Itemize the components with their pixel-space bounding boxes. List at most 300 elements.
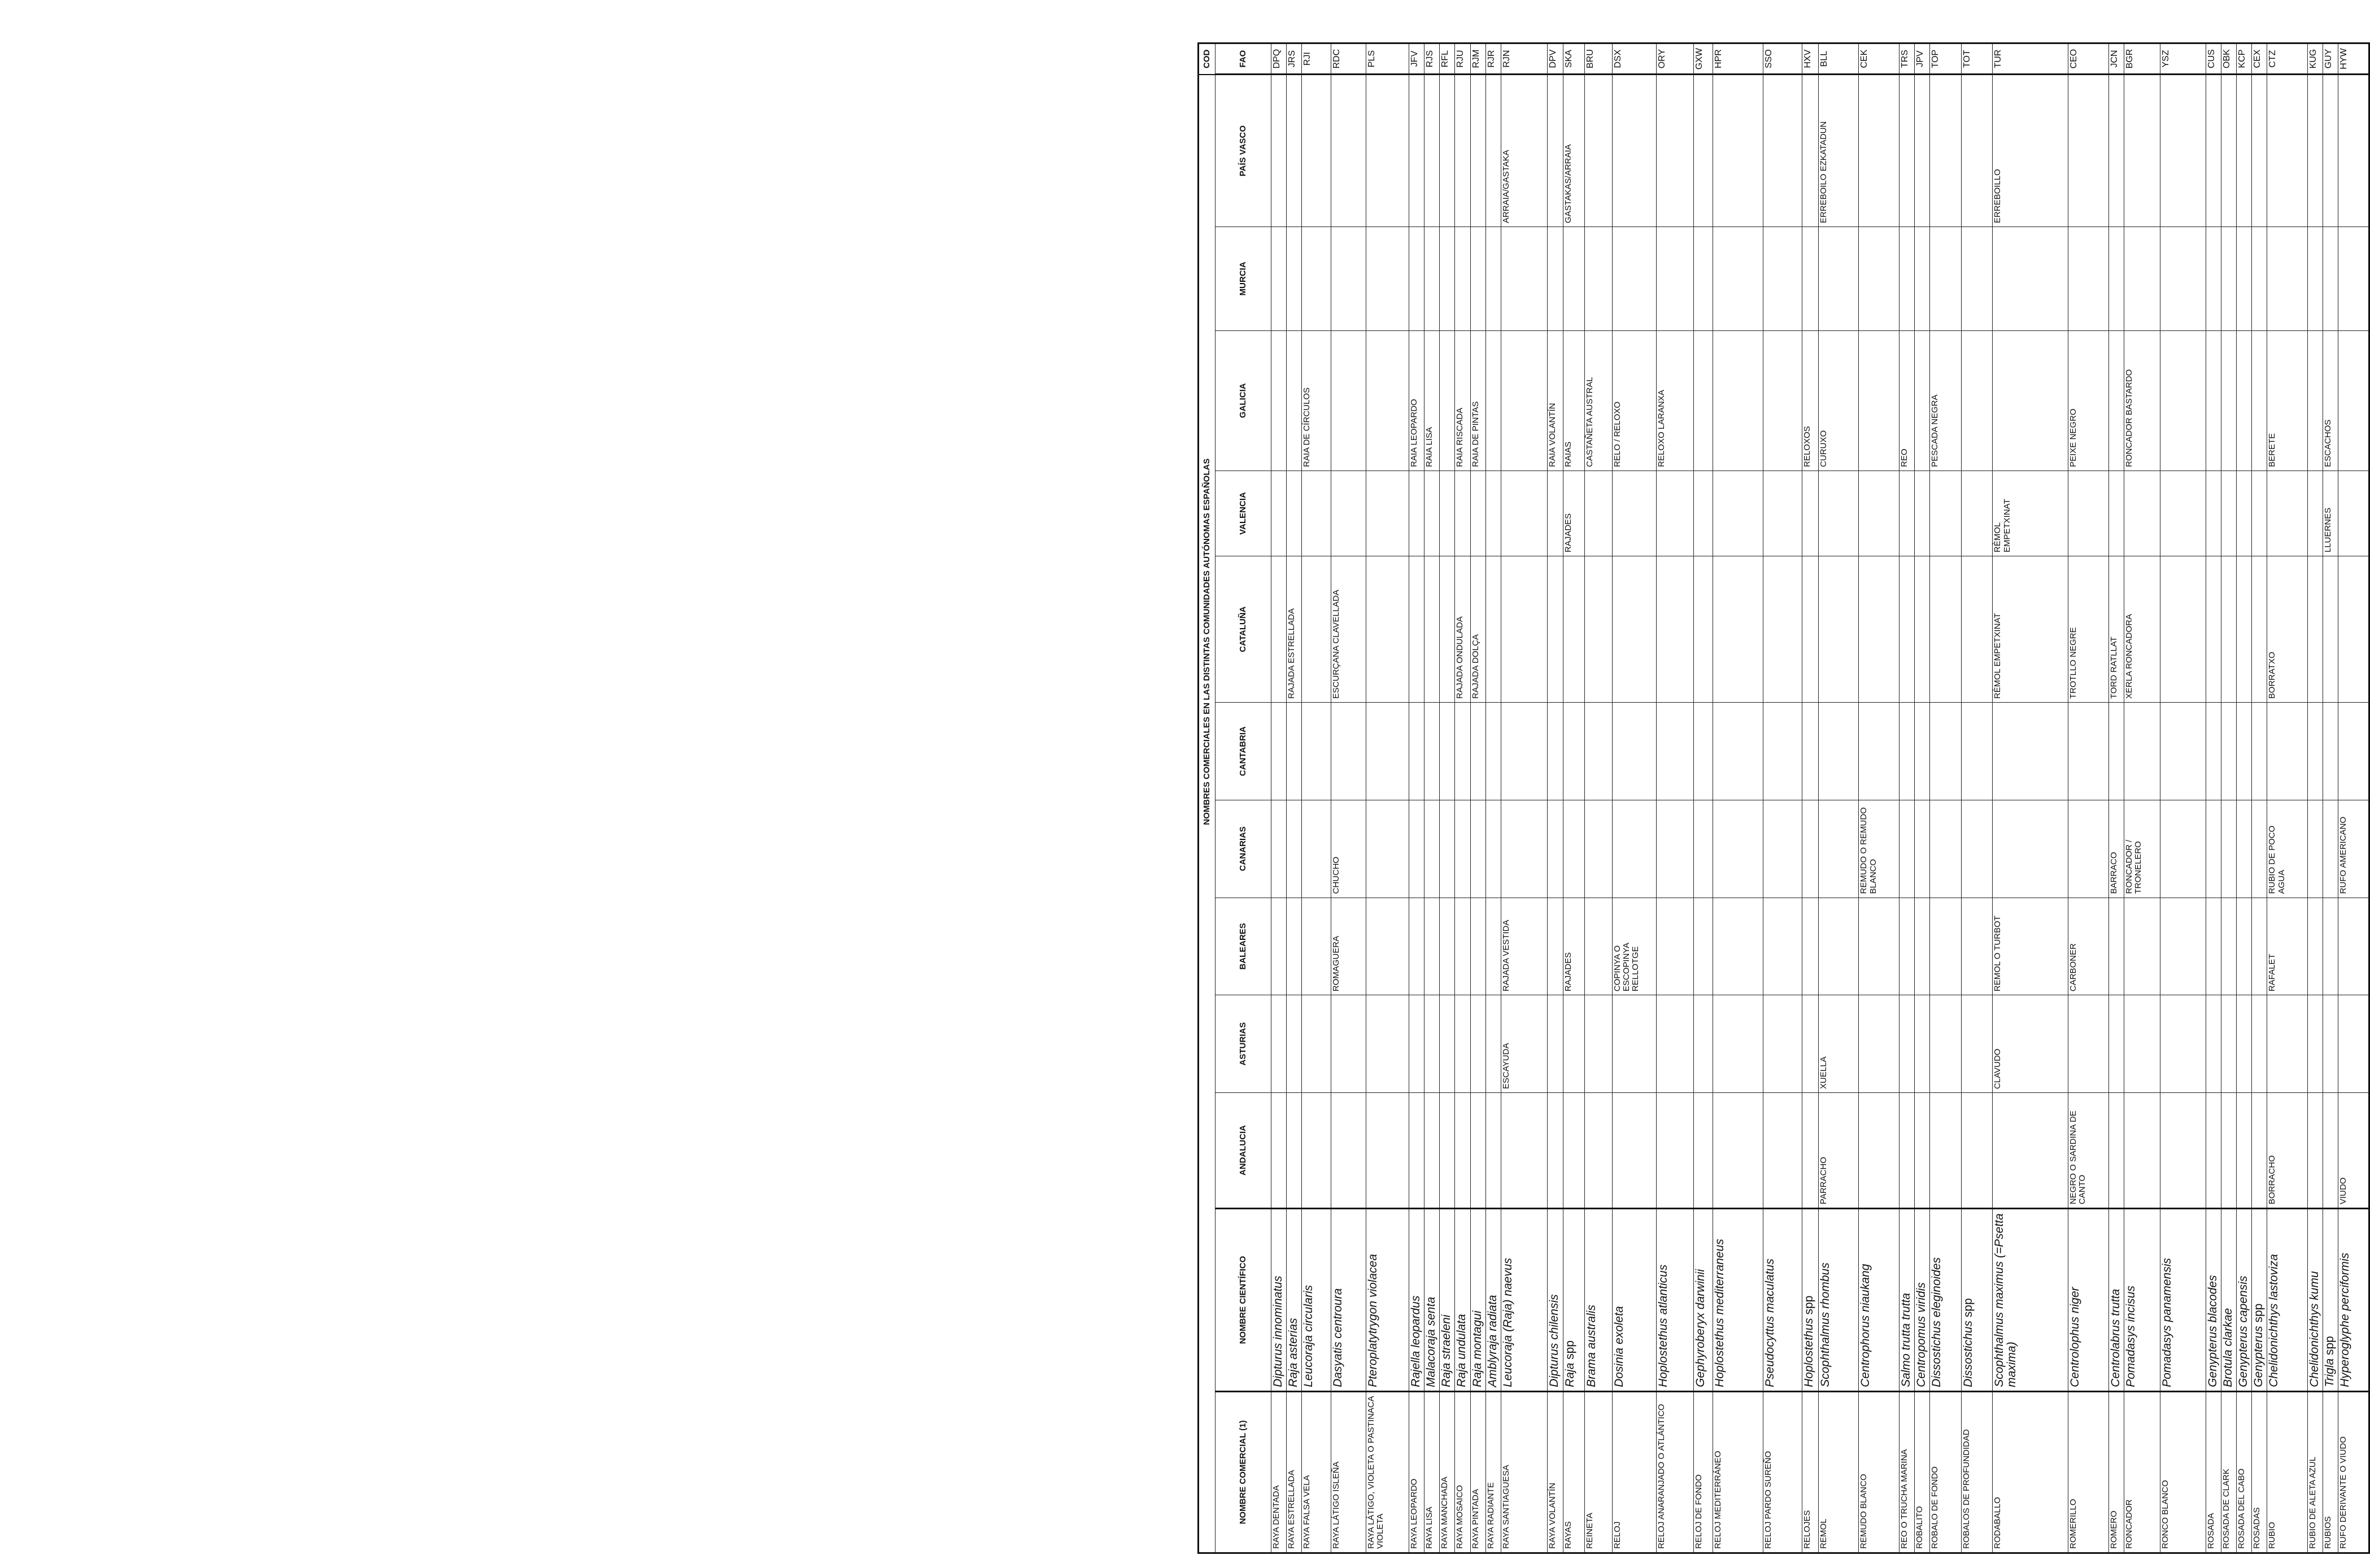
cell-fao-code: HYW: [2338, 43, 2369, 75]
header-row: [1216, 43, 1271, 1553]
scientific-name-text: Pomadasys incisus: [2124, 1286, 2137, 1387]
cell-valencia: [1713, 471, 1763, 556]
cell-baleares: [2160, 898, 2206, 995]
scientific-name-text: Brama australis: [1584, 1305, 1598, 1387]
cell-cantabria: [2307, 703, 2323, 800]
cell-cantabria: [2267, 703, 2307, 800]
cell-galicia: RONCADOR BASTARDO: [2124, 330, 2160, 471]
cell-pais-vasco: GASTAKAS/ARRAIA: [1563, 75, 1584, 227]
cell-canarias: [2307, 800, 2323, 898]
cell-cataluna: RAJADA ESTRELLADA: [1287, 556, 1302, 703]
cell-baleares: [1859, 898, 1899, 995]
cell-cantabria: [1485, 703, 1501, 800]
cell-asturias: [2160, 995, 2206, 1093]
cell-cataluna: XERLA RONCADORA: [2124, 556, 2160, 703]
cell-common-name: RELOJ DE FONDO: [1694, 1391, 1713, 1553]
cell-cantabria: [1713, 703, 1763, 800]
cell-galicia: [2206, 330, 2221, 471]
cell-fao-code: JFV: [1409, 43, 1424, 75]
spp-suffix: spp: [1563, 1340, 1576, 1360]
cell-fao-code: JPV: [1914, 43, 1929, 75]
cell-cataluna: [1501, 556, 1547, 703]
cell-murcia: [1694, 227, 1713, 331]
cell-scientific-name: [2160, 1209, 2206, 1392]
scientific-name-text: Amblyraja radiata: [1485, 1295, 1499, 1387]
cell-galicia: [1713, 330, 1763, 471]
cell-cantabria: [2338, 703, 2369, 800]
cell-cataluna: [2338, 556, 2369, 703]
cell-baleares: [1656, 898, 1694, 995]
cell-common-name: REINETA: [1584, 1391, 1612, 1553]
cell-common-name: RELOJES: [1802, 1391, 1819, 1553]
cell-baleares: [2252, 898, 2267, 995]
cell-canarias: BARRACO: [2108, 800, 2124, 898]
cell-asturias: [1961, 995, 1993, 1093]
cell-valencia: RAJADES: [1563, 471, 1584, 556]
scientific-name-text: Gephyroberyx darwinii: [1694, 1269, 1707, 1387]
cell-cataluna: TORD RATLLAT: [2108, 556, 2124, 703]
cell-cantabria: [1366, 703, 1409, 800]
cell-common-name: ROSADA DE CLARK: [2221, 1391, 2236, 1553]
cell-baleares: [1302, 898, 1331, 995]
cell-galicia: [1501, 330, 1547, 471]
cell-cataluna: [1485, 556, 1501, 703]
cell-cataluna: TROTLLO NEGRE: [2068, 556, 2108, 703]
cell-cataluna: [1713, 556, 1763, 703]
cell-baleares: [1455, 898, 1470, 995]
cell-cantabria: [1656, 703, 1694, 800]
cell-asturias: [1584, 995, 1612, 1093]
cell-valencia: [1584, 471, 1612, 556]
cell-canarias: [2236, 800, 2251, 898]
cell-scientific-name: [1548, 1209, 1563, 1392]
scientific-name-text: Hoplostethus: [1802, 1318, 1816, 1387]
cell-murcia: [1366, 227, 1409, 331]
cell-asturias: [2307, 995, 2323, 1093]
cell-murcia: [1455, 227, 1470, 331]
cell-valencia: [1656, 471, 1694, 556]
cell-baleares: [1961, 898, 1993, 995]
cell-galicia: [2236, 330, 2251, 471]
cell-cantabria: [1501, 703, 1547, 800]
cell-fao-code: BGR: [2124, 43, 2160, 75]
table-row: [1440, 43, 1455, 1553]
scientific-name-text: Scophthalmus rhombus: [1819, 1262, 1832, 1387]
cell-cataluna: [1440, 556, 1455, 703]
cell-cantabria: [1455, 703, 1470, 800]
cell-pais-vasco: [1612, 75, 1656, 227]
scientific-name-text: Dosinia exoleta: [1612, 1306, 1626, 1387]
cell-scientific-name: [1802, 1209, 1819, 1392]
cell-asturias: [2338, 995, 2369, 1093]
cell-canarias: [1763, 800, 1802, 898]
scientific-name-text: Raja: [1563, 1362, 1576, 1387]
cell-pais-vasco: [1713, 75, 1763, 227]
table-row: [1470, 43, 1485, 1553]
cell-fao-code: RJU: [1455, 43, 1470, 75]
cell-canarias: [1914, 800, 1929, 898]
cell-murcia: [1802, 227, 1819, 331]
cell-fao-code: RJN: [1501, 43, 1547, 75]
cell-galicia: [1287, 330, 1302, 471]
header-galicia: GALICIA: [1216, 330, 1271, 471]
cell-cataluna: [1899, 556, 1914, 703]
cell-murcia: [1656, 227, 1694, 331]
cell-fao-code: HXV: [1802, 43, 1819, 75]
cell-fao-code: GXW: [1694, 43, 1713, 75]
cell-galicia: [1993, 330, 2068, 471]
table-body: [1271, 43, 2369, 1553]
table-row: [2108, 43, 2124, 1553]
cell-canarias: [2068, 800, 2108, 898]
table-row: [2206, 43, 2221, 1553]
cell-fao-code: YSZ: [2160, 43, 2206, 75]
cell-cataluna: [1548, 556, 1563, 703]
table-row: [2124, 43, 2160, 1553]
scientific-name-text: Scophthalmus maximus (=Psetta maxima): [1993, 1213, 2018, 1387]
header-common-name: NOMBRE COMERCIAL (1): [1216, 1391, 1271, 1553]
cell-murcia: [2206, 227, 2221, 331]
cell-murcia: [2307, 227, 2323, 331]
scientific-name-text: Pseudocyttus maculatus: [1763, 1258, 1776, 1387]
table-row: [1859, 43, 1899, 1553]
cell-fao-code: DPV: [1548, 43, 1563, 75]
cell-asturias: [1485, 995, 1501, 1093]
cell-pais-vasco: [2206, 75, 2221, 227]
cell-baleares: [1366, 898, 1409, 995]
cell-cantabria: [1819, 703, 1859, 800]
cell-valencia: [2206, 471, 2221, 556]
cell-valencia: [1612, 471, 1656, 556]
cell-valencia: [2221, 471, 2236, 556]
cell-asturias: [1366, 995, 1409, 1093]
cell-common-name: RUBIOS: [2323, 1391, 2338, 1553]
cell-common-name: RAYA MOSAICO: [1455, 1391, 1470, 1553]
cell-cantabria: [1331, 703, 1366, 800]
scientific-name-text: Hyperoglyphe perciformis: [2338, 1252, 2351, 1387]
cell-common-name: ROBALITO: [1914, 1391, 1929, 1553]
cell-galicia: PESCADA NEGRA: [1930, 330, 1962, 471]
cell-pais-vasco: [1409, 75, 1424, 227]
cell-common-name: ROMERILLO: [2068, 1391, 2108, 1553]
cell-fao-code: KCP: [2236, 43, 2251, 75]
cell-common-name: ROSADAS: [2252, 1391, 2267, 1553]
cell-murcia: [2108, 227, 2124, 331]
cell-galicia: [2160, 330, 2206, 471]
cell-andalucia: [1455, 1092, 1470, 1208]
cell-baleares: [2124, 898, 2160, 995]
cell-andalucia: [1287, 1092, 1302, 1208]
cell-asturias: CLAVUDO: [1993, 995, 2068, 1093]
table-row: [1612, 43, 1656, 1553]
cell-galicia: RAIAS: [1563, 330, 1584, 471]
scientific-name-text: Centrolophus niger: [2068, 1287, 2082, 1387]
cell-common-name: RAYA PINTADA: [1470, 1391, 1485, 1553]
cell-murcia: [1485, 227, 1501, 331]
cell-valencia: [1859, 471, 1899, 556]
cell-cataluna: [1961, 556, 1993, 703]
header-murcia: MURCIA: [1216, 227, 1271, 331]
cell-cataluna: [1819, 556, 1859, 703]
cell-andalucia: [2323, 1092, 2338, 1208]
cell-cantabria: [1470, 703, 1485, 800]
cell-murcia: [2124, 227, 2160, 331]
scientific-name-text: Malacoraja senta: [1424, 1297, 1438, 1387]
table-row: [1694, 43, 1713, 1553]
cell-scientific-name: [1501, 1209, 1547, 1392]
cell-valencia: [1287, 471, 1302, 556]
cell-common-name: ROBALO DE FONDO: [1930, 1391, 1962, 1553]
cell-cantabria: [1930, 703, 1962, 800]
cell-andalucia: [2236, 1092, 2251, 1208]
scientific-name-text: Raja montagui: [1470, 1310, 1484, 1387]
spp-suffix: spp: [1802, 1295, 1816, 1315]
cell-common-name: RAYAS: [1563, 1391, 1584, 1553]
cell-galicia: [1366, 330, 1409, 471]
scientific-name-text: Chelidonichthys kumu: [2307, 1271, 2321, 1387]
cell-galicia: [1859, 330, 1899, 471]
cell-baleares: [2221, 898, 2236, 995]
cell-common-name: RAYA FALSA VELA: [1302, 1391, 1331, 1553]
cell-valencia: [2160, 471, 2206, 556]
cell-cataluna: RAJADA ONDULADA: [1455, 556, 1470, 703]
cell-baleares: [1271, 898, 1287, 995]
cell-cataluna: [2252, 556, 2267, 703]
cell-cataluna: [1563, 556, 1584, 703]
header-andalucia: ANDALUCIA: [1216, 1092, 1271, 1208]
cell-galicia: [2108, 330, 2124, 471]
cell-cataluna: [2307, 556, 2323, 703]
cell-cataluna: [1584, 556, 1612, 703]
cell-scientific-name: [1271, 1209, 1287, 1392]
cell-common-name: RAYA SANTIAGUESA: [1501, 1391, 1547, 1553]
cell-cataluna: [1802, 556, 1819, 703]
cell-andalucia: [1802, 1092, 1819, 1208]
cell-canarias: [2221, 800, 2236, 898]
cell-canarias: [1366, 800, 1409, 898]
cell-scientific-name: [1331, 1209, 1366, 1392]
cell-common-name: RAYA LÁTIGO, VIOLETA O PASTINACA VIOLETA: [1366, 1391, 1409, 1553]
cell-murcia: [2236, 227, 2251, 331]
cell-cantabria: [1899, 703, 1914, 800]
cell-baleares: [1763, 898, 1802, 995]
cell-canarias: [1455, 800, 1470, 898]
cell-murcia: [1763, 227, 1802, 331]
cell-fao-code: OBK: [2221, 43, 2236, 75]
scientific-name-text: Trigla: [2323, 1358, 2336, 1387]
cell-common-name: RUFO DERIVANTE O VIUDO: [2338, 1391, 2369, 1553]
cell-murcia: [1612, 227, 1656, 331]
cell-galicia: RAIA VOLANTÍN: [1548, 330, 1563, 471]
table-row: [1287, 43, 1302, 1553]
scientific-name-text: Pteroplatytrygon violacea: [1366, 1254, 1380, 1387]
cell-murcia: [1961, 227, 1993, 331]
cell-asturias: [1455, 995, 1470, 1093]
cell-valencia: [2124, 471, 2160, 556]
cell-cantabria: [2252, 703, 2267, 800]
table-row: [1366, 43, 1409, 1553]
cell-scientific-name: [1455, 1209, 1470, 1392]
cell-canarias: [1961, 800, 1993, 898]
cell-fao-code: HPR: [1713, 43, 1763, 75]
scientific-name-text: Raja asterias: [1287, 1318, 1300, 1387]
cell-baleares: RAJADES: [1563, 898, 1584, 995]
cell-fao-code: CEO: [2068, 43, 2108, 75]
cell-galicia: [1914, 330, 1929, 471]
cell-asturias: [1930, 995, 1962, 1093]
cell-canarias: CHUCHO: [1331, 800, 1366, 898]
table-row: [1548, 43, 1563, 1553]
title-row: [1199, 43, 1216, 1553]
cell-murcia: [2323, 227, 2338, 331]
cell-scientific-name: [2338, 1209, 2369, 1392]
cell-pais-vasco: [1961, 75, 1993, 227]
cell-cantabria: [2160, 703, 2206, 800]
cell-murcia: [2068, 227, 2108, 331]
cell-pais-vasco: [2160, 75, 2206, 227]
cell-asturias: [1424, 995, 1440, 1093]
table-row: [1961, 43, 1993, 1553]
cell-cataluna: [1366, 556, 1409, 703]
cell-valencia: [2267, 471, 2307, 556]
cell-scientific-name: [2267, 1209, 2307, 1392]
cell-scientific-name: [1485, 1209, 1501, 1392]
cell-asturias: [2206, 995, 2221, 1093]
cell-galicia: REO: [1899, 330, 1914, 471]
cell-pais-vasco: [1930, 75, 1962, 227]
cell-andalucia: PARRACHO: [1819, 1092, 1859, 1208]
cell-common-name: RAYA RADIANTE: [1485, 1391, 1501, 1553]
cell-fao-code: ORY: [1656, 43, 1694, 75]
cell-common-name: RELOJ MEDITERRÁNEO: [1713, 1391, 1763, 1553]
cell-common-name: RUBIO: [2267, 1391, 2307, 1553]
cell-andalucia: [1993, 1092, 2068, 1208]
cell-common-name: RAYA MANCHADA: [1440, 1391, 1455, 1553]
cell-canarias: [1485, 800, 1501, 898]
cell-andalucia: [1930, 1092, 1962, 1208]
cell-canarias: [1899, 800, 1914, 898]
cell-common-name: RAYA DENTADA: [1271, 1391, 1287, 1553]
scientific-name-text: Salmo trutta trutta: [1899, 1293, 1912, 1387]
cell-scientific-name: [1366, 1209, 1409, 1392]
cell-baleares: [2206, 898, 2221, 995]
cell-galicia: RAIA RISCADA: [1455, 330, 1470, 471]
table-title: NOMBRES COMERCIALES EN LAS DISTINTAS COMUNIDADES AUTÓNOMAS ESPAÑOLAS: [1199, 75, 1216, 1209]
cell-fao-code: CTZ: [2267, 43, 2307, 75]
cell-galicia: RELOXO LARANXA: [1656, 330, 1694, 471]
cell-murcia: [1914, 227, 1929, 331]
table-row: [1485, 43, 1501, 1553]
cell-scientific-name: [1440, 1209, 1455, 1392]
table-row: [1802, 43, 1819, 1553]
scientific-name-text: Centropomus viridis: [1914, 1282, 1928, 1387]
cell-canarias: [2206, 800, 2221, 898]
cell-scientific-name: [1409, 1209, 1424, 1392]
cell-cataluna: [1424, 556, 1440, 703]
cell-galicia: [1331, 330, 1366, 471]
table-row: [2236, 43, 2251, 1553]
cell-common-name: RELOJ ANARANJADO O ATLÁNTICO: [1656, 1391, 1694, 1553]
cell-valencia: [1930, 471, 1962, 556]
cell-cantabria: [2221, 703, 2236, 800]
header-cataluna: CATALUÑA: [1216, 556, 1271, 703]
cell-cataluna: [1930, 556, 1962, 703]
scientific-name-text: Raja straeleni: [1440, 1314, 1453, 1387]
cell-valencia: [1331, 471, 1366, 556]
cell-cataluna: [2236, 556, 2251, 703]
cell-canarias: [1409, 800, 1424, 898]
cell-baleares: ROMAGUERA: [1331, 898, 1366, 995]
cell-pais-vasco: [2307, 75, 2323, 227]
cell-murcia: [1501, 227, 1547, 331]
cell-valencia: [1440, 471, 1455, 556]
cell-pais-vasco: [1859, 75, 1899, 227]
cell-asturias: [1713, 995, 1763, 1093]
cell-asturias: [1409, 995, 1424, 1093]
cell-fao-code: CUS: [2206, 43, 2221, 75]
cell-scientific-name: [2124, 1209, 2160, 1392]
cell-valencia: [1899, 471, 1914, 556]
cell-asturias: [2267, 995, 2307, 1093]
cell-valencia: [1424, 471, 1440, 556]
cell-asturias: [2236, 995, 2251, 1093]
cell-cataluna: [1656, 556, 1694, 703]
cell-cataluna: [1694, 556, 1713, 703]
scientific-name-text: Brotula clarkae: [2221, 1308, 2234, 1387]
cell-scientific-name: [2252, 1209, 2267, 1392]
cell-pais-vasco: [2323, 75, 2338, 227]
scientific-name-text: Genypterus blacodes: [2206, 1275, 2219, 1387]
cell-cantabria: [1271, 703, 1287, 800]
table-row: [1584, 43, 1612, 1553]
cell-andalucia: [2252, 1092, 2267, 1208]
cell-valencia: [1455, 471, 1470, 556]
cell-cantabria: [2108, 703, 2124, 800]
cell-scientific-name: [1819, 1209, 1859, 1392]
cell-canarias: [1930, 800, 1962, 898]
cell-asturias: ESCAYUDA: [1501, 995, 1547, 1093]
table-row: [1993, 43, 2068, 1553]
cell-galicia: [1271, 330, 1287, 471]
cell-fao-code: BRU: [1584, 43, 1612, 75]
cell-cantabria: [1563, 703, 1584, 800]
cell-canarias: [2160, 800, 2206, 898]
cell-baleares: [2108, 898, 2124, 995]
cell-pais-vasco: [2267, 75, 2307, 227]
cell-asturias: [1548, 995, 1563, 1093]
cell-cataluna: [1409, 556, 1424, 703]
cell-murcia: [1563, 227, 1584, 331]
cell-valencia: [1302, 471, 1331, 556]
cell-asturias: [1563, 995, 1584, 1093]
table-row: [2338, 43, 2369, 1553]
cell-fao-code: DSX: [1612, 43, 1656, 75]
cell-andalucia: [2108, 1092, 2124, 1208]
cell-common-name: ROMERO: [2108, 1391, 2124, 1553]
cell-fao-code: CEK: [1859, 43, 1899, 75]
cell-fao-code: GUY: [2323, 43, 2338, 75]
cell-cataluna: [2160, 556, 2206, 703]
cell-cantabria: [1961, 703, 1993, 800]
cell-valencia: [1961, 471, 1993, 556]
cell-cataluna: [1302, 556, 1331, 703]
cell-valencia: LLUERNES: [2323, 471, 2338, 556]
cell-scientific-name: [1563, 1209, 1584, 1392]
cell-pais-vasco: [1802, 75, 1819, 227]
cell-murcia: [1548, 227, 1563, 331]
cell-valencia: [1485, 471, 1501, 556]
cell-galicia: RAIA DE PINTAS: [1470, 330, 1485, 471]
